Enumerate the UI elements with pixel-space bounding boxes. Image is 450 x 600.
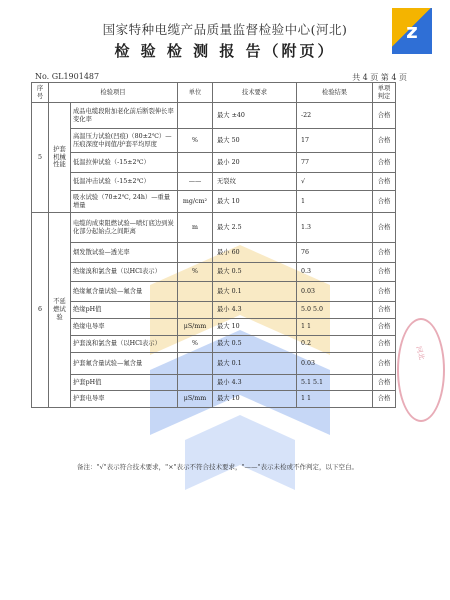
unit: % — [178, 263, 213, 282]
technical-requirement: 最大 10 — [213, 391, 297, 408]
inspection-result: 0.2 — [297, 336, 373, 353]
column-header-item: 检验项目 — [49, 83, 178, 103]
judgement: 合格 — [373, 153, 396, 173]
unit: % — [178, 129, 213, 153]
report-number: No. GL1901487 — [35, 72, 100, 81]
inspection-item: 成品电缆段附加老化前后断裂伸长率变化率 — [71, 103, 178, 129]
table-row — [32, 243, 396, 263]
unit: mg/cm² — [178, 191, 213, 213]
judgement: 合格 — [373, 391, 396, 408]
organization-title: 国家特种电缆产品质量监督检验中心(河北) — [102, 22, 348, 37]
unit — [178, 302, 213, 319]
inspection-result: 1 1 — [297, 319, 373, 336]
judgement: 合格 — [373, 282, 396, 302]
table-row — [32, 173, 396, 191]
technical-requirement: 最大 0.1 — [213, 353, 297, 375]
table-row — [32, 129, 396, 153]
inspection-result: 77 — [297, 153, 373, 173]
column-header-result: 检验结果 — [297, 83, 373, 103]
inspection-item: 烟发散试验—透光率 — [71, 243, 178, 263]
page-count: 共 4 页 第 4 页 — [352, 73, 407, 82]
judgement: 合格 — [373, 191, 396, 213]
inspection-result: 0.03 — [297, 353, 373, 375]
unit: μS/mm — [178, 391, 213, 408]
table-row — [32, 213, 396, 243]
logo-mark-icon: z — [406, 19, 418, 43]
inspection-item: 护套电导率 — [71, 391, 178, 408]
inspection-item: 吸水试验（70±2℃, 24h）—重量增量 — [71, 191, 178, 213]
official-stamp — [397, 318, 445, 422]
inspection-item: 绝缘溴和氯含量（以HCl表示） — [71, 263, 178, 282]
judgement: 合格 — [373, 213, 396, 243]
inspection-result: -22 — [297, 103, 373, 129]
judgement: 合格 — [373, 129, 396, 153]
table-row — [32, 191, 396, 213]
technical-requirement: 最大 0.5 — [213, 263, 297, 282]
judgement: 合格 — [373, 243, 396, 263]
technical-requirement: 无裂纹 — [213, 173, 297, 191]
inspection-item: 护套pH值 — [71, 375, 178, 391]
inspection-result: 17 — [297, 129, 373, 153]
column-header-unit: 单位 — [178, 83, 213, 103]
inspection-result: 5.0 5.0 — [297, 302, 373, 319]
column-header-requirement: 技术要求 — [213, 83, 297, 103]
table-row — [32, 282, 396, 302]
inspection-item: 高温压力试验(凹痕)（80±2℃）—压痕深度中间值/护套平均厚度 — [71, 129, 178, 153]
unit: μS/mm — [178, 319, 213, 336]
inspection-result: 1 1 — [297, 391, 373, 408]
technical-requirement: 最大 10 — [213, 319, 297, 336]
technical-requirement: 最小 4.3 — [213, 375, 297, 391]
inspection-item: 绝缘电导率 — [71, 319, 178, 336]
table-row — [32, 302, 396, 319]
inspection-item: 绝缘氟含量试验—氟含量 — [71, 282, 178, 302]
judgement: 合格 — [373, 353, 396, 375]
report-title: 检 验 检 测 报 告（附页） — [114, 42, 336, 60]
judgement: 合格 — [373, 336, 396, 353]
unit — [178, 353, 213, 375]
table-row — [32, 336, 396, 353]
unit — [178, 153, 213, 173]
judgement: 合格 — [373, 319, 396, 336]
technical-requirement: 最小 4.3 — [213, 302, 297, 319]
table-row — [32, 319, 396, 336]
stamp-text: 河北 — [414, 345, 426, 361]
table-row — [32, 391, 396, 408]
unit — [178, 103, 213, 129]
unit: m — [178, 213, 213, 243]
table-row — [32, 263, 396, 282]
inspection-result: √ — [297, 173, 373, 191]
column-header-judgement: 单项判定 — [373, 83, 396, 103]
technical-requirement: 最大 2.5 — [213, 213, 297, 243]
unit — [178, 243, 213, 263]
unit — [178, 282, 213, 302]
column-header-number: 序号 — [32, 83, 49, 103]
unit: % — [178, 336, 213, 353]
technical-requirement: 最大 ±40 — [213, 103, 297, 129]
table-row — [32, 103, 396, 129]
remarks-note: 备注："√"表示符合技术要求，"×"表示不符合技术要求，"——"表示未检或不作判定，以下空白。 — [77, 463, 359, 471]
inspection-item: 护套溴和氯含量（以HCl表示） — [71, 336, 178, 353]
inspection-result: 0.3 — [297, 263, 373, 282]
group-category: 不延燃试验 — [49, 213, 71, 408]
inspection-results-table — [31, 82, 396, 408]
group-number: 6 — [32, 213, 49, 408]
judgement: 合格 — [373, 173, 396, 191]
inspection-item: 护套氟含量试验—氟含量 — [71, 353, 178, 375]
judgement: 合格 — [373, 263, 396, 282]
technical-requirement: 最小 20 — [213, 153, 297, 173]
table-row — [32, 353, 396, 375]
technical-requirement: 最大 0.5 — [213, 336, 297, 353]
group-number: 5 — [32, 103, 49, 213]
unit: —— — [178, 173, 213, 191]
technical-requirement: 最大 50 — [213, 129, 297, 153]
table-row — [32, 153, 396, 173]
inspection-result: 1 — [297, 191, 373, 213]
judgement: 合格 — [373, 375, 396, 391]
inspection-item: 低温拉伸试验（-15±2℃） — [71, 153, 178, 173]
judgement: 合格 — [373, 302, 396, 319]
inspection-result: 1.3 — [297, 213, 373, 243]
judgement: 合格 — [373, 103, 396, 129]
inspection-result: 5.1 5.1 — [297, 375, 373, 391]
inspection-result: 0.03 — [297, 282, 373, 302]
technical-requirement: 最小 60 — [213, 243, 297, 263]
technical-requirement: 最大 0.1 — [213, 282, 297, 302]
technical-requirement: 最大 10 — [213, 191, 297, 213]
unit — [178, 375, 213, 391]
inspection-item: 绝缘pH值 — [71, 302, 178, 319]
group-category: 护套机械性能 — [49, 103, 71, 213]
inspection-result: 76 — [297, 243, 373, 263]
table-row — [32, 375, 396, 391]
inspection-item: 电缆的成束阻燃试验—喷灯底边到炭化部分起始点之间距离 — [71, 213, 178, 243]
inspection-item: 低温冲击试验（-15±2℃） — [71, 173, 178, 191]
